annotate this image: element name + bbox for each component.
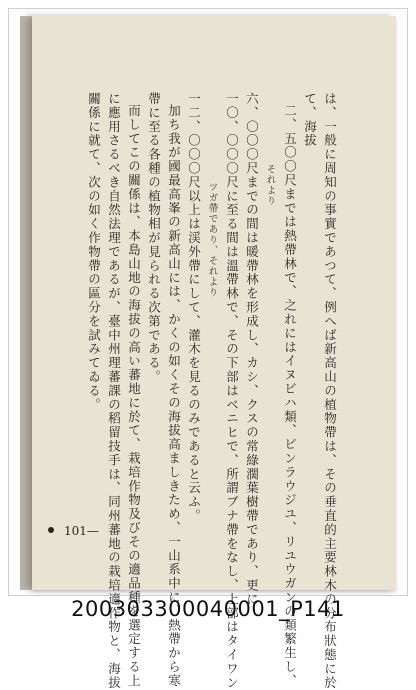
image-caption: 200303300040001_P141 xyxy=(71,597,345,621)
text-column-2: て、海拔 xyxy=(302,92,318,148)
text-column-9: 加ち我が國最高峯の新高山には、かくの如くその海拔高ましきため、一山系中に、熱帶から寒 xyxy=(166,104,182,688)
folio-dot xyxy=(48,527,54,533)
text-column-10: 帶に至る各種の植物相が見られる次第である。 xyxy=(146,92,162,384)
text-column-3: 二、五〇〇尺までは熱帶林で、之れにはイヌビハ類、ビンラウジユ、リユウガンの類繁生し、 xyxy=(282,104,298,688)
page-number: 101— xyxy=(64,524,99,538)
text-column-8: 一二、〇〇〇尺以上は渓外帶にして、灌木を見るのみであると云ふ。 xyxy=(186,92,202,523)
text-column-11: 而してこの關係は、本島山地の海拔の高い蕃地に於て、栽培作物及びその適品種を選定する上 xyxy=(126,104,142,688)
text-column-6: 一〇、〇〇〇尺に至る間は溫帶林で、その下部はベニヒで、所謂ブナ帶をなし、上部はタイワン xyxy=(224,92,240,690)
text-column-4: それより xyxy=(264,164,276,206)
text-column-5: 六、〇〇〇尺までの間は暖帶林を形成し、カシ、クスの常綠濶葉樹帶であり、更に xyxy=(244,92,260,607)
text-column-12: に應用さるべき自然法理であるが、臺中州理蕃課の稻留技手は、同州蕃地の栽培適作物と、海拔 xyxy=(106,92,122,690)
text-column-13: 關係に就て、次の如く作物帶の區分を試みてゐる。 xyxy=(86,92,102,412)
text-column-7: ツガ帶であり、それより xyxy=(206,182,218,298)
text-column-1: は、一般に周知の事實であつて、例へば新高山の植物帶は、その垂直的主要林木の分布狀態に於 xyxy=(322,92,338,690)
